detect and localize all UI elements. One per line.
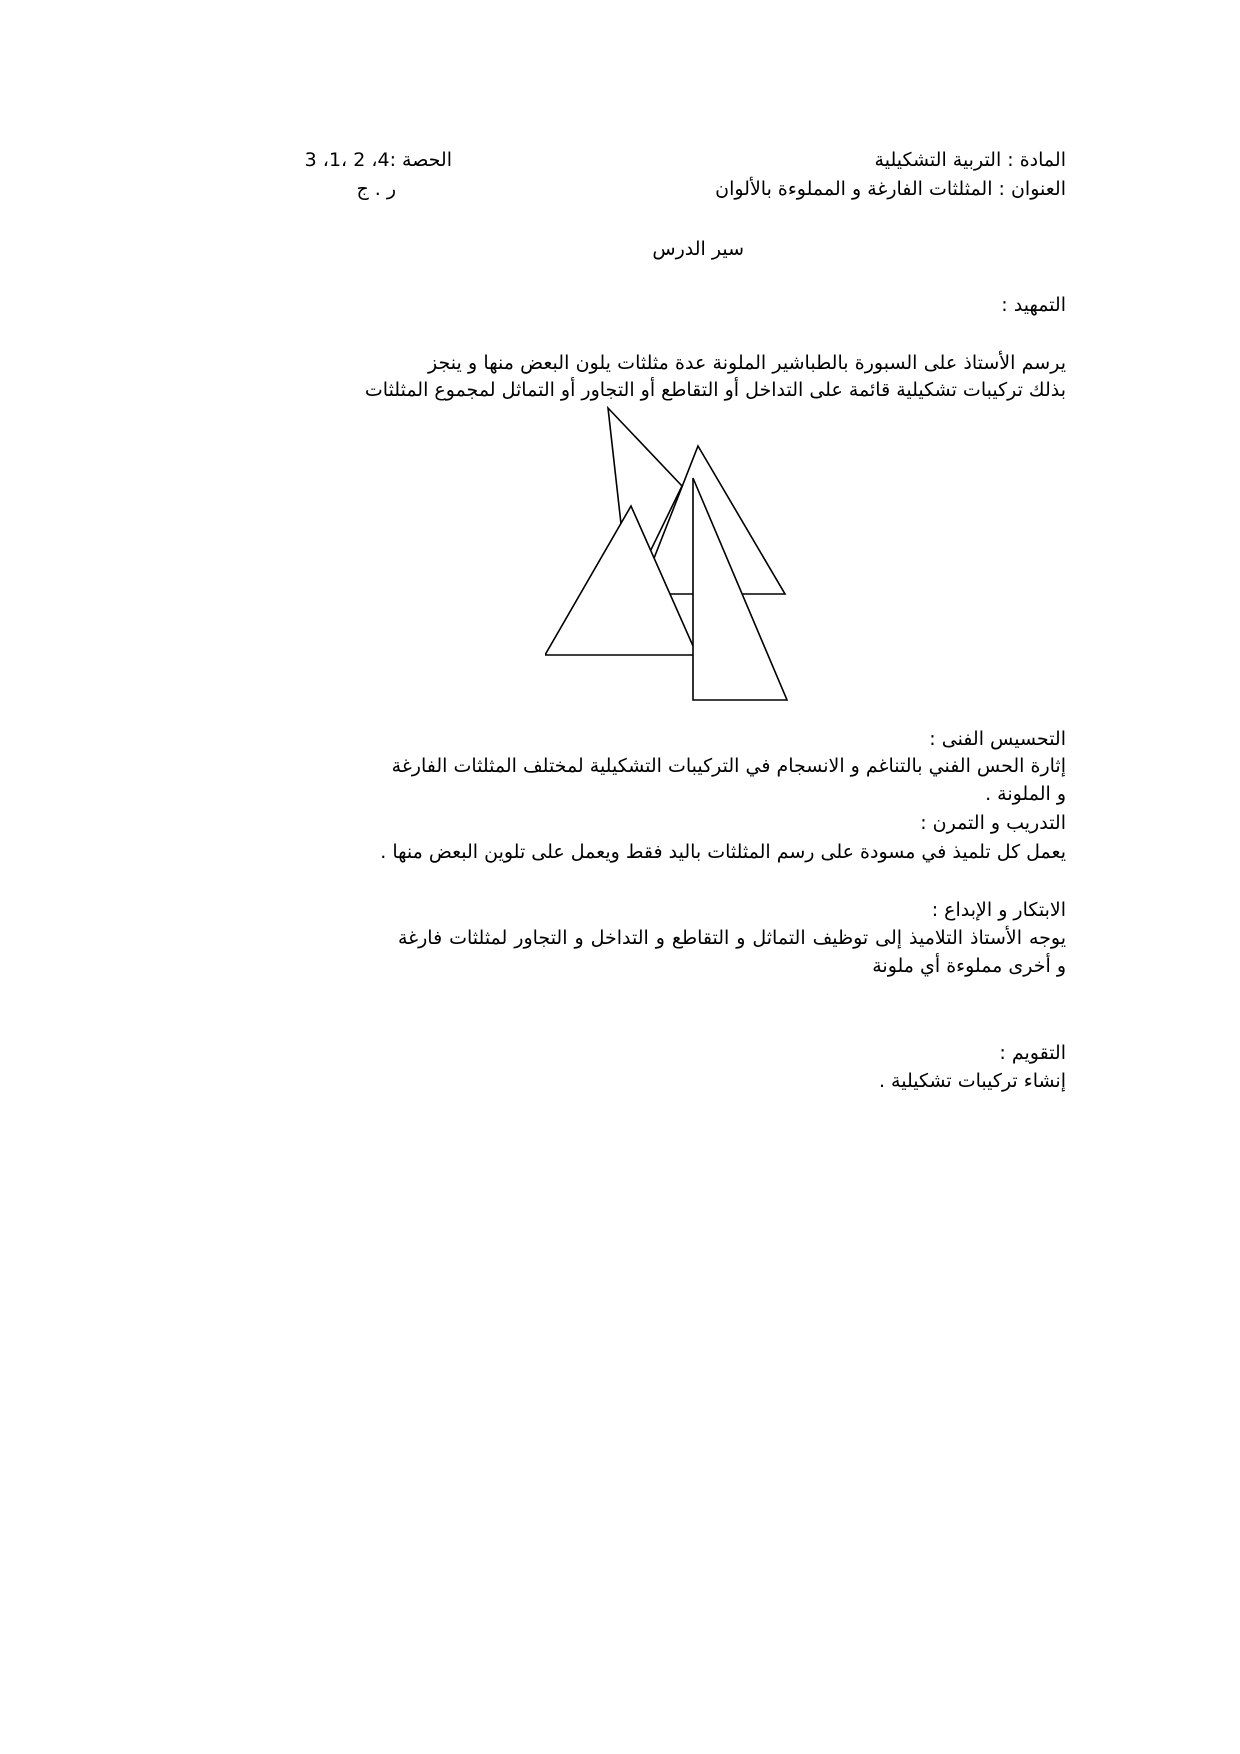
intro-line-2: بذلك تركيبات تشكيلية قائمة على التداخل أو التقاطع أو التجاور أو التماثل لمجموع المثلثات: [364, 379, 1066, 401]
intro-title: التمهيد :: [1001, 294, 1066, 316]
art-title: التحسيس الفنى :: [929, 728, 1066, 750]
lesson-title: العنوان : المثلثات الفارغة و المملوءة بالألوان: [715, 178, 1066, 200]
practice-title: التدريب و التمرن :: [920, 812, 1066, 834]
art-line-1: إثارة الحس الفني بالتناغم و الانسجام في التركيبات التشكيلية لمختلف المثلثات الفارغة: [391, 755, 1066, 777]
creative-line-1: يوجه الأستاذ التلاميذ إلى توظيف التماثل و التقاطع و التداخل و التجاور لمثلثات فارغة: [398, 927, 1066, 949]
eval-title: التقويم :: [999, 1042, 1066, 1064]
intro-line-1: يرسم الأستاذ على السبورة بالطباشير الملونة عدة مثلثات يلون البعض منها و ينجز: [428, 352, 1066, 374]
triangles-figure: [545, 405, 805, 705]
creative-line-2: و أخرى مملوءة أي ملونة: [872, 955, 1066, 977]
creative-title: الابتكار و الإبداع :: [931, 899, 1066, 921]
practice-line-1: يعمل كل تلميذ في مسودة على رسم المثلثات باليد فقط ويعمل على تلوين البعض منها .: [380, 841, 1066, 863]
session-label: الحصة :4، 2 ،1، 3: [304, 149, 452, 171]
teacher-initials: ر . ج: [356, 178, 396, 200]
art-line-2: و الملونة .: [985, 783, 1066, 805]
subject-label: المادة : التربية التشكيلية: [874, 149, 1066, 171]
lesson-heading: سير الدرس: [652, 238, 744, 260]
eval-line-1: إنشاء تركيبات تشكيلية .: [878, 1070, 1066, 1092]
